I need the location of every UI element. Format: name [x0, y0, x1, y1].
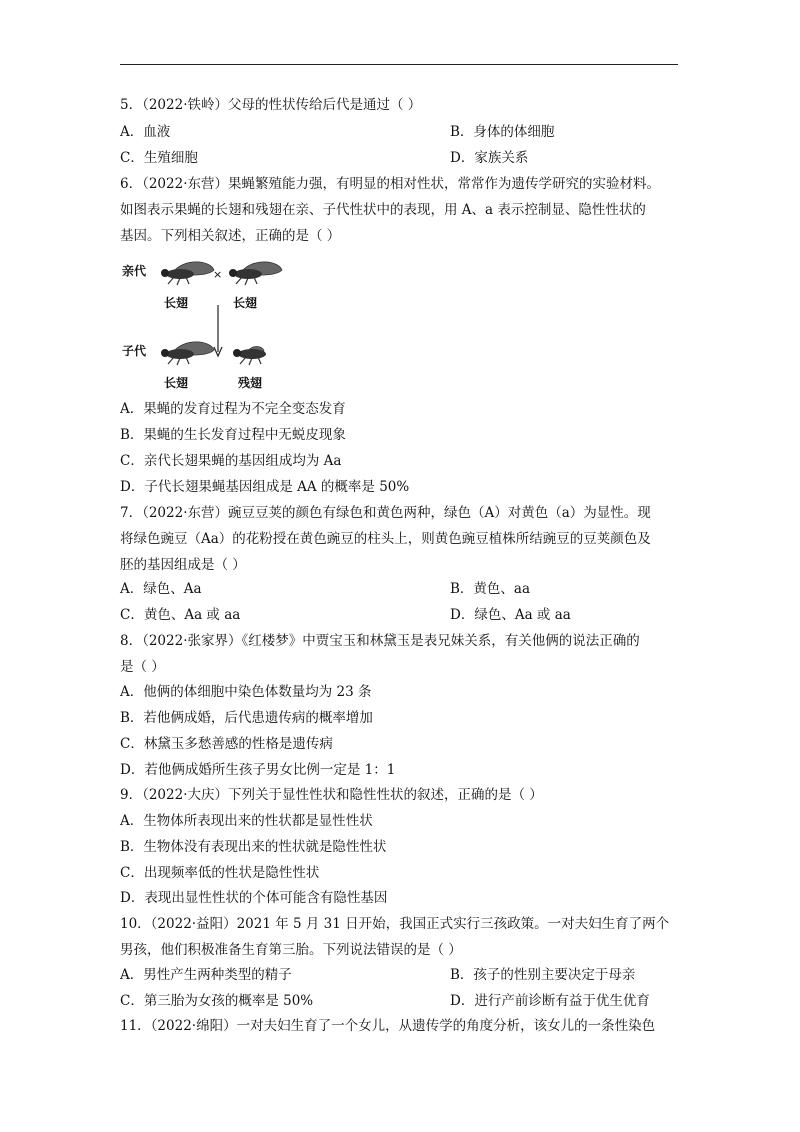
q6-option-d: D．子代长翅果蝇基因组成是 AA 的概率是 50% [120, 479, 410, 495]
q11-stem: 11．（2022·绵阳）一对夫妇生育了一个女儿，从遗传学的角度分析，该女儿的一条性染色 [120, 1018, 656, 1034]
child1-trait-label: 长翅 [164, 376, 189, 390]
q9-option-d: D．表现出显性性状的个体可能含有隐性基因 [120, 890, 388, 906]
cross-symbol: × [213, 268, 223, 281]
parent2-trait-label: 长翅 [233, 296, 258, 310]
q8-option-c: C．林黛玉多愁善感的性格是遗传病 [120, 736, 333, 752]
q8-option-a: A．他俩的体细胞中染色体数量均为 23 条 [120, 684, 372, 700]
child-generation-label: 子代 [122, 344, 147, 358]
q7-option-c: C．黄色、Aa 或 aa [120, 607, 241, 623]
q8-option-d: D．若他俩成婚所生孩子男女比例一定是 1：1 [120, 762, 396, 778]
q9-option-b: B．生物体没有表现出来的性状就是隐性性状 [120, 839, 387, 855]
q8-option-b: B．若他俩成婚，后代患遗传病的概率增加 [120, 710, 373, 726]
q6-option-a: A．果蝇的发育过程为不完全变态发育 [120, 401, 346, 417]
q7-option-a: A．绿色、Aa [120, 581, 202, 597]
down-arrow-icon [214, 305, 222, 356]
q8-stem-line-2: 是（ ） [120, 659, 165, 675]
q10-stem-line-1: 10．（2022·益阳）2021 年 5 月 31 日开始，我国正式实行三孩政策。一对夫妇生育了两个 [120, 916, 670, 932]
q5-stem: 5．（2022·铁岭）父母的性状传给后代是通过（ ） [120, 97, 422, 113]
q7-stem-line-1: 7．（2022·东营）豌豆豆荚的颜色有绿色和黄色两种，绿色（A）对黄色（a）为显性。现 [120, 505, 651, 521]
q9-stem: 9．（2022·大庆）下列关于显性性状和隐性性状的叙述，正确的是（ ） [120, 787, 543, 803]
q6-stem-line-2: 如图表示果蝇的长翅和残翅在亲、子代性状中的表现，用 A、a 表示控制显、隐性性状的 [120, 202, 646, 218]
q8-stem-line-1: 8．（2022·张家界）《红楼梦》中贾宝玉和林黛玉是表兄妹关系，有关他俩的说法正确的 [120, 633, 640, 649]
child2-trait-label: 残翅 [238, 376, 263, 390]
q6-option-b: B．果蝇的生长发育过程中无蜕皮现象 [120, 427, 346, 443]
child-vestigial-wing-fly [233, 347, 266, 366]
q9-option-a: A．生物体所表现出来的性状都是显性性状 [120, 813, 373, 829]
q7-option-b: B．黄色、aa [450, 581, 531, 597]
q6-stem-line-1: 6．（2022·东营）果蝇繁殖能力强，有明显的相对性状，常常作为遗传学研究的实验材料。 [120, 176, 660, 192]
q7-stem-line-2: 将绿色豌豆（Aa）的花粉授在黄色豌豆的柱头上，则黄色豌豆植株所结豌豆的豆荚颜色及 [120, 531, 651, 547]
q5-option-d: D．家族关系 [450, 150, 529, 166]
q10-option-a: A．男性产生两种类型的精子 [120, 967, 292, 983]
q10-option-c: C．第三胎为女孩的概率是 50% [120, 993, 314, 1009]
q7-option-d: D．绿色、Aa 或 aa [450, 607, 571, 623]
q10-stem-line-2: 男孩，他们积极准备生育第三胎。下列说法错误的是（ ） [120, 942, 462, 958]
q6-stem-line-3: 基因。下列相关叙述，正确的是（ ） [120, 228, 341, 244]
parent-generation-label: 亲代 [122, 264, 147, 278]
q5-option-c: C．生殖细胞 [120, 150, 198, 166]
q9-option-c: C．出现频率低的性状是隐性性状 [120, 865, 320, 881]
header-rule [120, 64, 678, 65]
fruit-fly-cross-figure [120, 250, 290, 395]
parent1-trait-label: 长翅 [164, 296, 189, 310]
q10-option-d: D．进行产前诊断有益于优生优育 [450, 993, 650, 1009]
q5-option-a: A．血液 [120, 124, 171, 140]
child-long-wing-fly [161, 342, 214, 365]
q10-option-b: B．孩子的性别主要决定于母亲 [450, 967, 636, 983]
q7-stem-line-3: 胚的基因组成是（ ） [120, 557, 246, 573]
parent-long-wing-fly-1 [161, 262, 214, 285]
q5-option-b: B．身体的体细胞 [450, 124, 555, 140]
parent-long-wing-fly-2 [229, 262, 282, 285]
q6-option-c: C．亲代长翅果蝇的基因组成均为 Aa [120, 453, 342, 469]
